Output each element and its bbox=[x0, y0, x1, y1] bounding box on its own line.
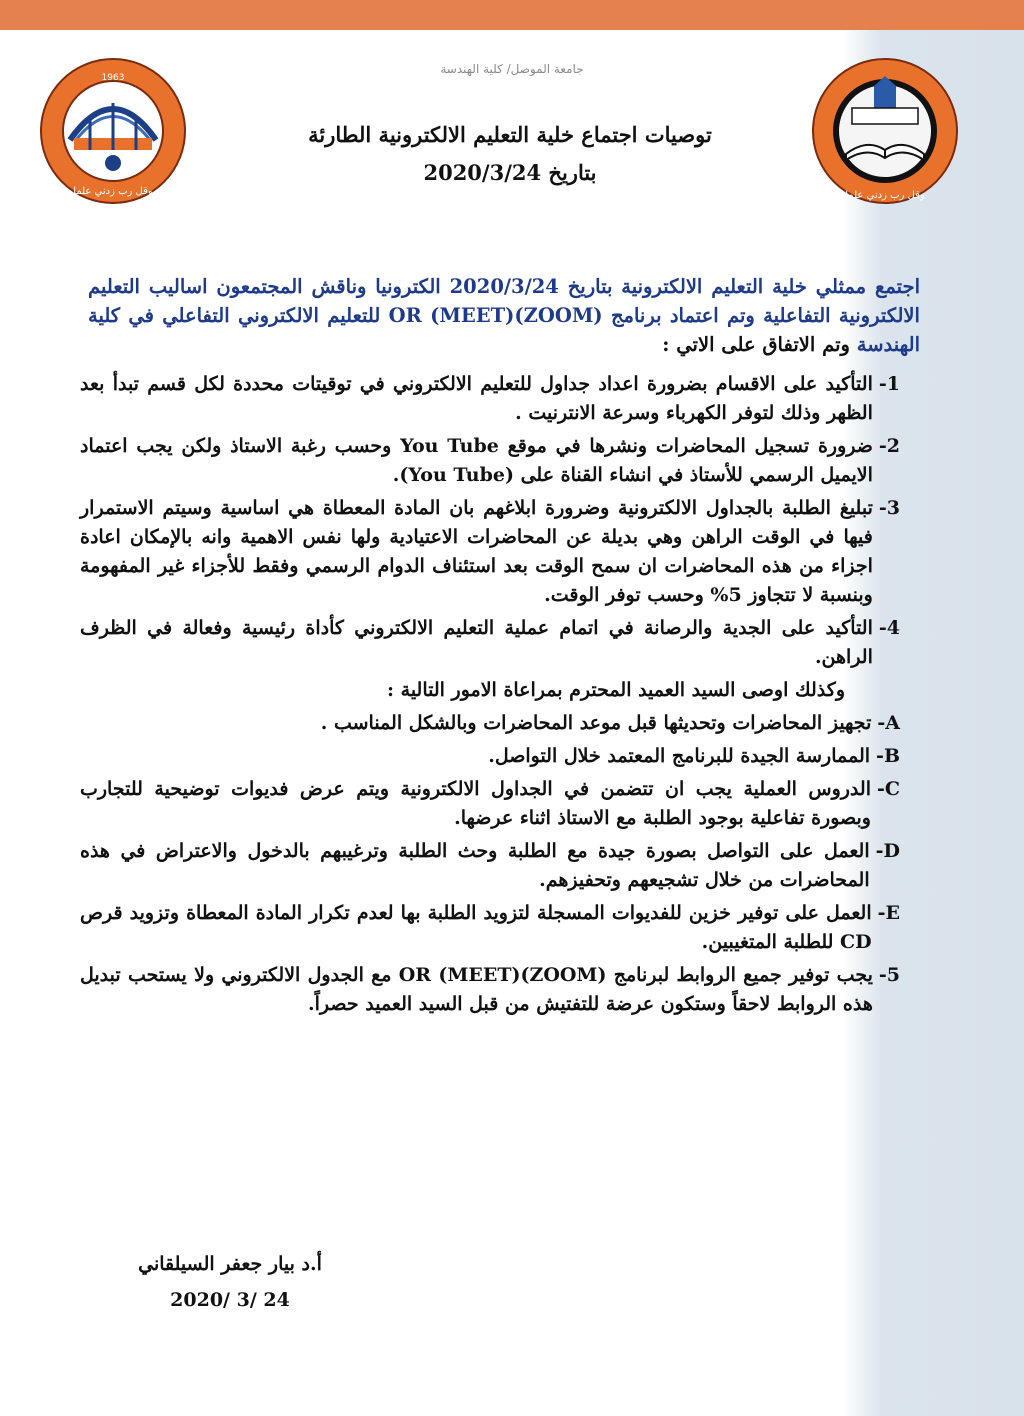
signature-block bbox=[120, 1246, 340, 1318]
item-marker: 2- bbox=[878, 435, 900, 457]
list-item bbox=[80, 614, 900, 672]
subitem-text: العمل على التواصل بصورة جيدة مع الطلبة وحث الطلبة وترغيبهم بالدخول والاعتراض في هذه المحاضرات من خلال تشجيعهم وتحفيزهم. bbox=[80, 840, 870, 891]
intro-tail: وتم الاتفاق على الاتي : bbox=[662, 333, 850, 356]
right-logo-motto: وقل رب زدني علما bbox=[845, 190, 925, 201]
item-marker: 1- bbox=[878, 373, 900, 395]
document-title bbox=[250, 116, 770, 192]
university-of-mosul-logo bbox=[812, 58, 958, 204]
sub-list-item bbox=[80, 709, 900, 738]
subitem-text: العمل على توفير خزين للفديوات المسجلة لتزويد الطلبة بها لعدم تكرار المادة المعطاة وتزويد قرص CD للطلبة المتغيبين. bbox=[80, 902, 872, 953]
item-text: ضرورة تسجيل المحاضرات ونشرها في موقع You Tube وحسب رغبة الاستاذ ولكن يجب اعتماد الايميل الرسمي للأستاذ في انشاء القناة على (You Tube). bbox=[80, 435, 873, 486]
subitem-text: تجهيز المحاضرات وتحديثها قبل موعد المحاضرات وبالشكل المناسب . bbox=[320, 712, 872, 734]
subitem-marker: E- bbox=[877, 902, 900, 924]
subitem-text: الدروس العملية يجب ان تتضمن في الجداول الالكترونية ويتم عرض فديوات توضيحية للتجارب وبصورة تفاعلية بوجود الطلبة مع الاستاذ اثناء عرضها. bbox=[80, 778, 871, 829]
left-logo-motto: وقل رب زدني علما bbox=[73, 186, 153, 197]
signatory-name: أ.د بيار جعفر السيلقاني bbox=[138, 1253, 322, 1275]
sub-list-item bbox=[80, 837, 900, 895]
subitem-text: الممارسة الجيدة للبرنامج المعتمد خلال التواصل. bbox=[488, 745, 871, 767]
sub-list-item bbox=[80, 742, 900, 771]
subitem-marker: B- bbox=[876, 745, 900, 767]
item-text: تبليغ الطلبة بالجداول الالكترونية وضرورة ابلاغهم بان المادة المعطاة هي اساسية وسيتم الاستمرار فيها في الوقت الراهن وهي بديلة عن المحاضرات الاعتيادية ولها نفس الاهمية وانه بالإمكان اعادة اجزاء من هذه المحاضرات ان سمح الوقت بعد استئناف الدوام الرسمي وفقط للأجزاء غير المفهومة وبنسبة لا تتجاوز 5% وحسب توفر الوقت. bbox=[80, 497, 873, 606]
item-marker: 5- bbox=[878, 964, 900, 986]
subitem-marker: A- bbox=[877, 712, 900, 734]
item-text: التأكيد على الاقسام بضرورة اعداد جداول للتعليم الالكتروني في توقيتات محددة لكل قسم تبدأ بعد الظهر وذلك لتوفر الكهرباء وسرعة الانترنيت . bbox=[80, 373, 873, 424]
list-item bbox=[80, 494, 900, 610]
left-logo-year: 1963 bbox=[101, 73, 125, 83]
sub-list-item bbox=[80, 899, 900, 957]
item-text: التأكيد على الجدية والرصانة في اتمام عملية التعليم الالكتروني كأداة رئيسية وفعالة في الظرف الراهن. bbox=[80, 617, 873, 668]
list-item bbox=[80, 432, 900, 490]
item-marker: 4- bbox=[878, 617, 900, 639]
list-item bbox=[80, 370, 900, 428]
recommendations-list bbox=[80, 370, 900, 1023]
signature-date: 2020/ 3/ 24 bbox=[170, 1289, 290, 1311]
item-text: يجب توفير جميع الروابط لبرنامج (ZOOM)OR (MEET) مع الجدول الالكتروني ولا يستحب تبديل هذه الروابط لاحقاً وستكون عرضة للتفتيش من قبل السيد العميد حصراً. bbox=[80, 964, 873, 1015]
title-line-1: توصيات اجتماع خلية التعليم الالكترونية الطارئة bbox=[308, 122, 712, 147]
item-marker: 3- bbox=[878, 497, 900, 519]
list-item bbox=[80, 961, 900, 1019]
subitem-marker: C- bbox=[876, 778, 900, 800]
subitem-marker: D- bbox=[875, 840, 900, 862]
engineering-college-logo bbox=[40, 58, 186, 204]
title-line-2: بتاريخ 2020/3/24 bbox=[423, 160, 597, 185]
dean-note: وكذلك اوصى السيد العميد المحترم بمراعاة الامور التالية : bbox=[387, 679, 845, 701]
intro-paragraph bbox=[88, 272, 920, 359]
breadcrumb: جامعة الموصل/ كلية الهندسة bbox=[440, 62, 584, 76]
intro-text: اجتمع ممثلي خلية التعليم الالكترونية بتاريخ 2020/3/24 الكترونيا وناقش المجتمعون اساليب التعليم الالكترونية التفاعلية وتم اعتماد برنامج (ZOOM)OR (MEET) للتعليم الالكتروني التفاعلي في كلية الهندسة bbox=[88, 275, 920, 356]
sub-list-item bbox=[80, 775, 900, 833]
